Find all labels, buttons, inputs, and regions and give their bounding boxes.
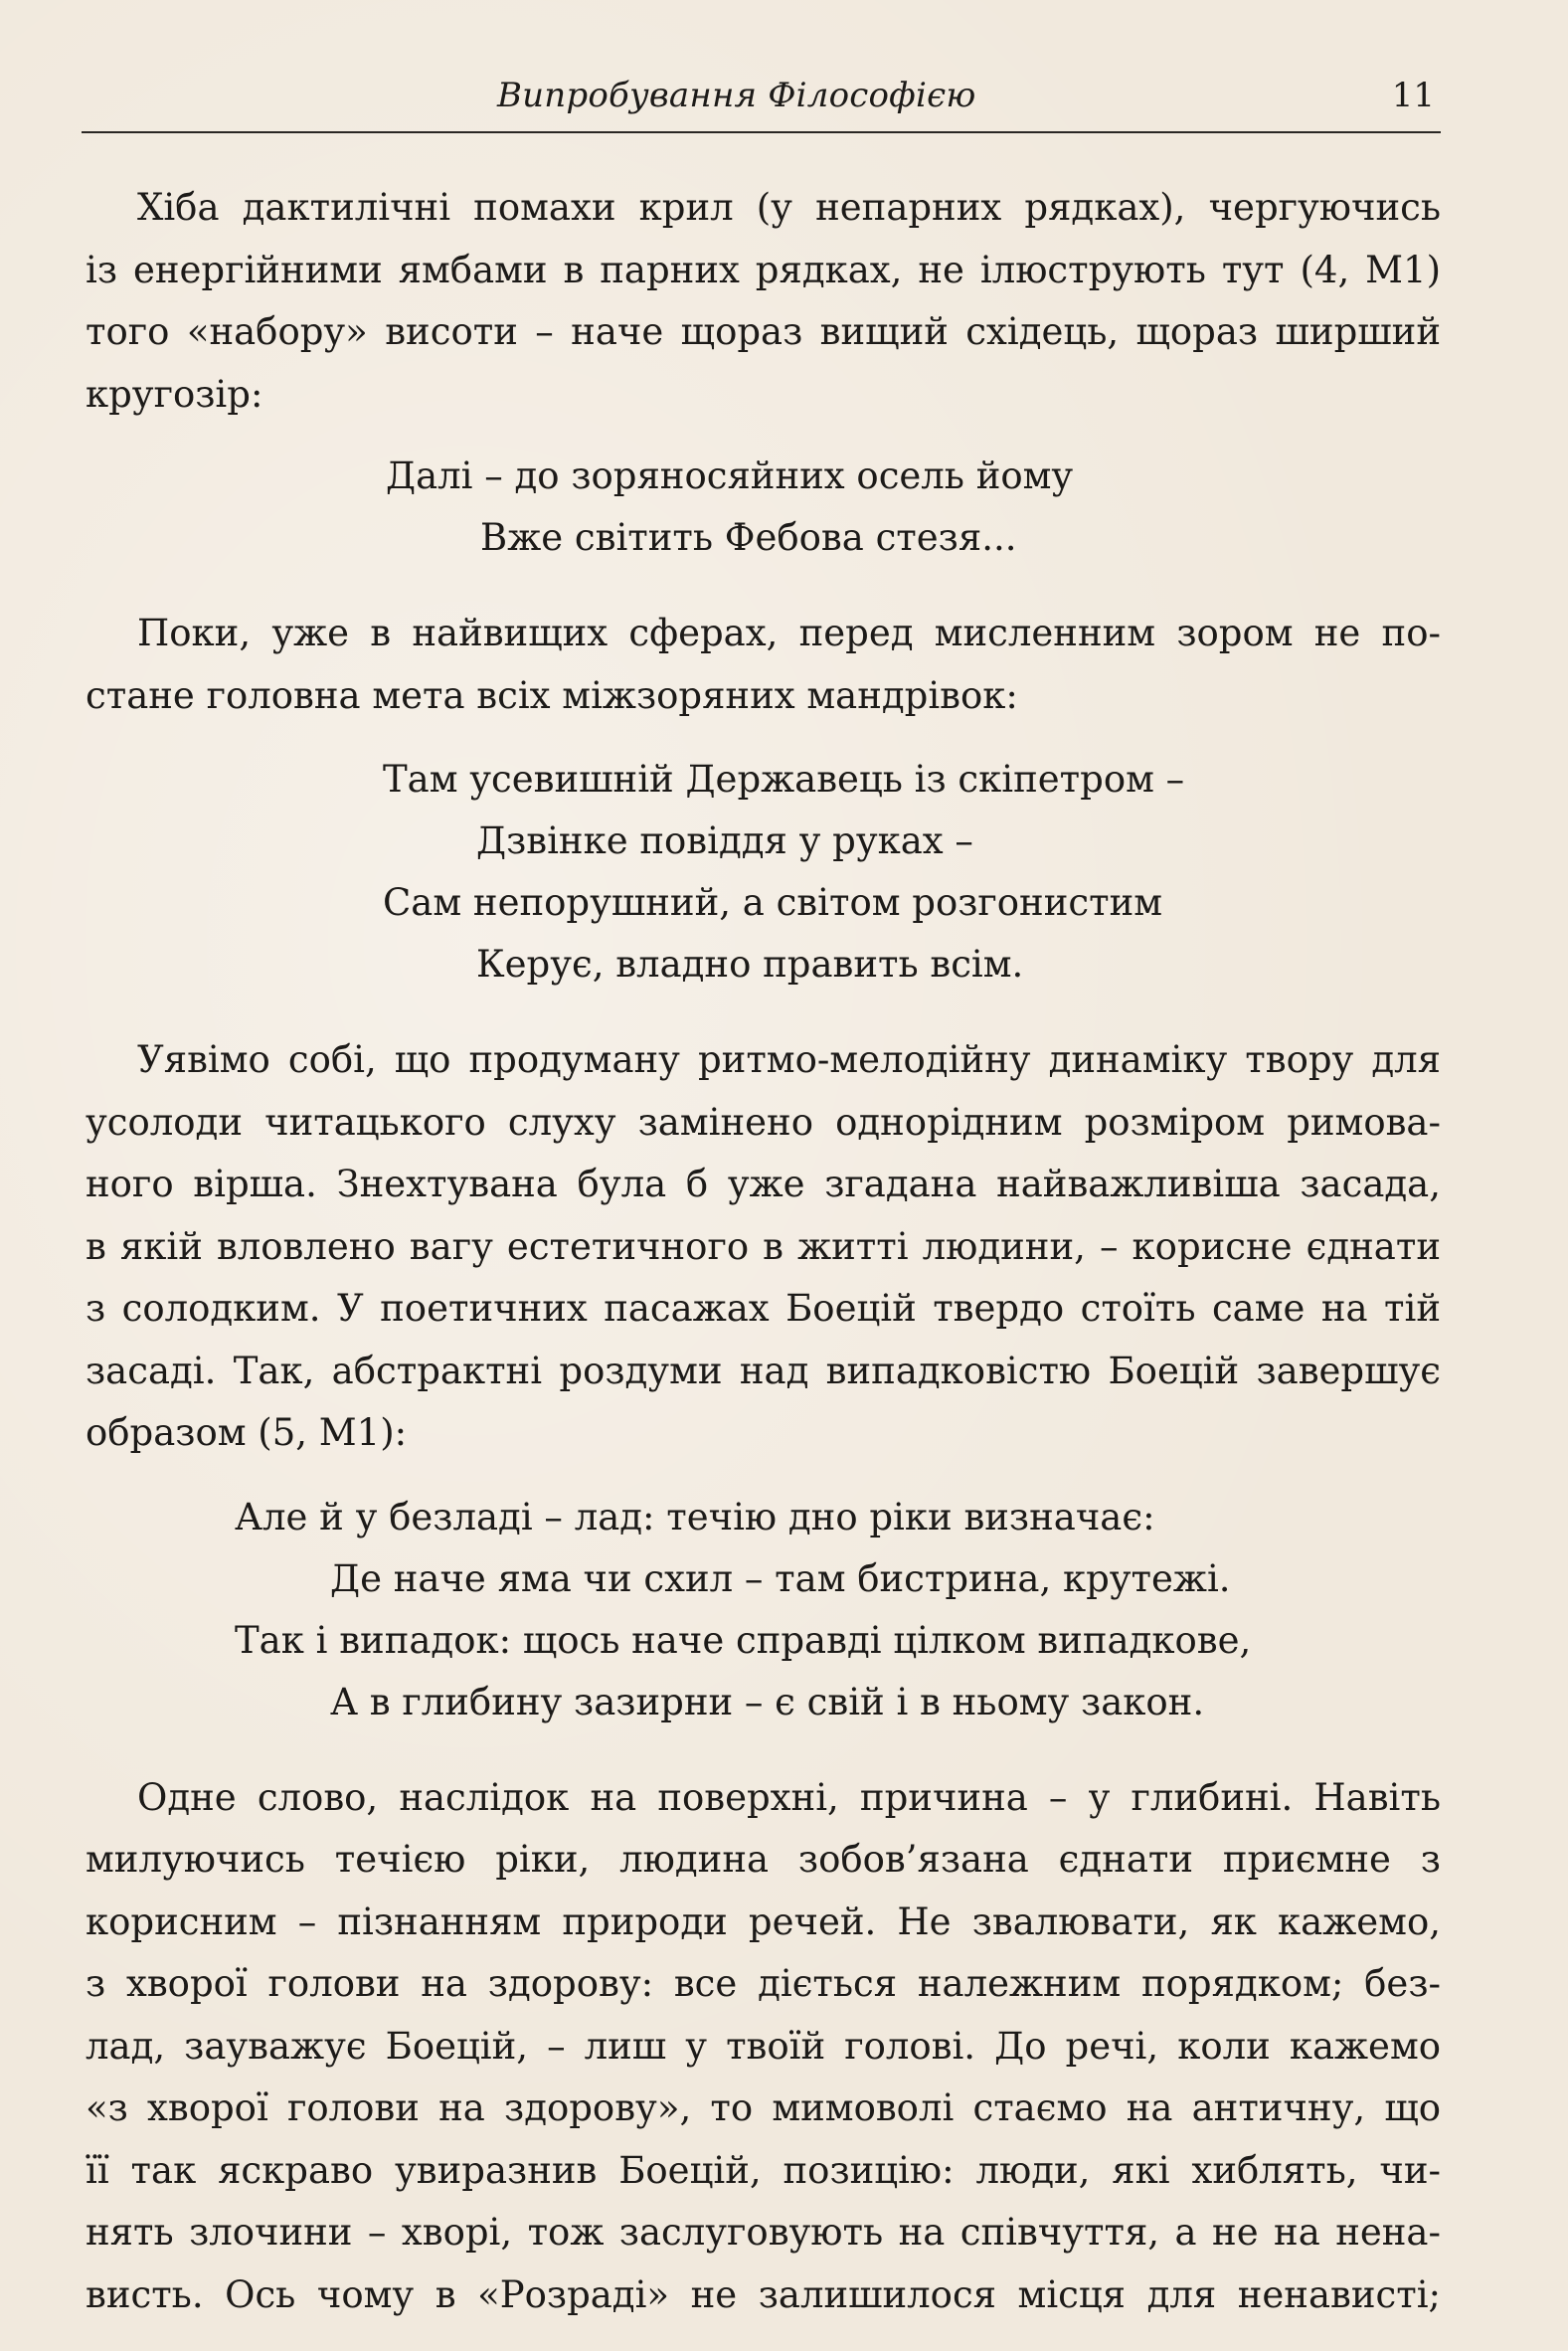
verse-line: Так і випадок: щось наче справді цілком випадкове, — [235, 1618, 1252, 1662]
verse-line: А в глибину зазирни – є свій і в ньому закон. — [330, 1680, 1205, 1723]
text-line: із енергійними ямбами в парних рядках, не ілюструють тут (4, М1) — [86, 248, 1441, 291]
paragraph-2 — [86, 603, 1441, 727]
text-line: Поки, уже в найвищих сферах, перед мисленним зором не по- — [137, 612, 1441, 654]
text-line: того «набору» висоти – наче щораз вищий східець, щораз ширший — [86, 310, 1441, 353]
text-line: висть. Ось чому в «Розраді» не залишилося місця для ненависті; — [86, 2272, 1441, 2316]
text-line: засаді. Так, абстрактні роздуми над випадковістю Боецій завершує — [86, 1349, 1441, 1392]
text-line: образом (5, М1): — [86, 1411, 408, 1454]
page-number: 11 — [1391, 76, 1435, 115]
text-line: «з хворої голови на здорову», то мимоволі стаємо на античну, що — [86, 2086, 1441, 2129]
verse-2 — [86, 749, 1441, 995]
verse-3 — [86, 1487, 1441, 1733]
text-line: Уявімо собі, що продуману ритмо-мелодійну динаміку твору для — [137, 1038, 1441, 1081]
verse-line: Далі – до зоряносяйних осель йому — [386, 454, 1074, 497]
verse-line: Вже світить Фебова стезя... — [480, 516, 1017, 559]
paragraph-3 — [86, 1029, 1441, 1465]
text-line: стане головна мета всіх міжзоряних мандрівок: — [86, 673, 1018, 717]
text-line: лад, зауважує Боецій, – лиш у твоїй голові. До речі, коли кажемо — [86, 2024, 1441, 2068]
running-title: Випробування Філософією — [497, 76, 976, 115]
verse-line: Де наче яма чи схил – там бистрина, крутежі. — [330, 1556, 1231, 1600]
text-line: її так яскраво увиразнив Боецій, позицію: люди, які хиблять, чи- — [86, 2148, 1441, 2192]
text-line: кругозір: — [86, 372, 263, 416]
text-line: корисним – пізнанням природи речей. Не звалювати, як кажемо, — [86, 1899, 1441, 1943]
verse-line: Але й у безладі – лад: течію дно ріки визначає: — [235, 1495, 1155, 1538]
text-line: нять злочини – хворі, тож заслуговують на співчуття, а не на нена- — [86, 2211, 1441, 2254]
verse-line: Сам непорушний, а світом розгонистим — [383, 881, 1163, 924]
verse-1 — [86, 446, 1441, 569]
page-body — [86, 177, 1441, 2326]
text-line: в якій вловлено вагу естетичного в житті людини, – корисне єднати — [86, 1224, 1441, 1268]
running-header — [82, 70, 1441, 133]
text-line: ного вірша. Знехтувана була б уже згадана найважливіша засада, — [86, 1163, 1441, 1205]
paragraph-4 — [86, 1767, 1441, 2327]
text-line: Хіба дактилічні помахи крил (у непарних рядках), чергуючись — [137, 186, 1441, 229]
verse-line: Дзвінке повіддя у руках – — [476, 819, 973, 862]
text-line: милуючись течією ріки, людина зобов’язана єднати приємне з — [86, 1838, 1441, 1881]
text-line: з солодким. У поетичних пасажах Боецій твердо стоїть саме на тій — [86, 1287, 1441, 1330]
text-line: Одне слово, наслідок на поверхні, причина – у глибині. Навіть — [137, 1775, 1441, 1819]
verse-line: Керує, владно править всім. — [476, 943, 1024, 986]
text-line: усолоди читацького слуху замінено однорідним розміром римова- — [86, 1100, 1441, 1144]
paragraph-1 — [86, 177, 1441, 426]
verse-line: Там усевишній Державець із скіпетром – — [383, 758, 1185, 801]
text-line: з хворої голови на здорову: все діється належним порядком; без- — [86, 1962, 1441, 2005]
